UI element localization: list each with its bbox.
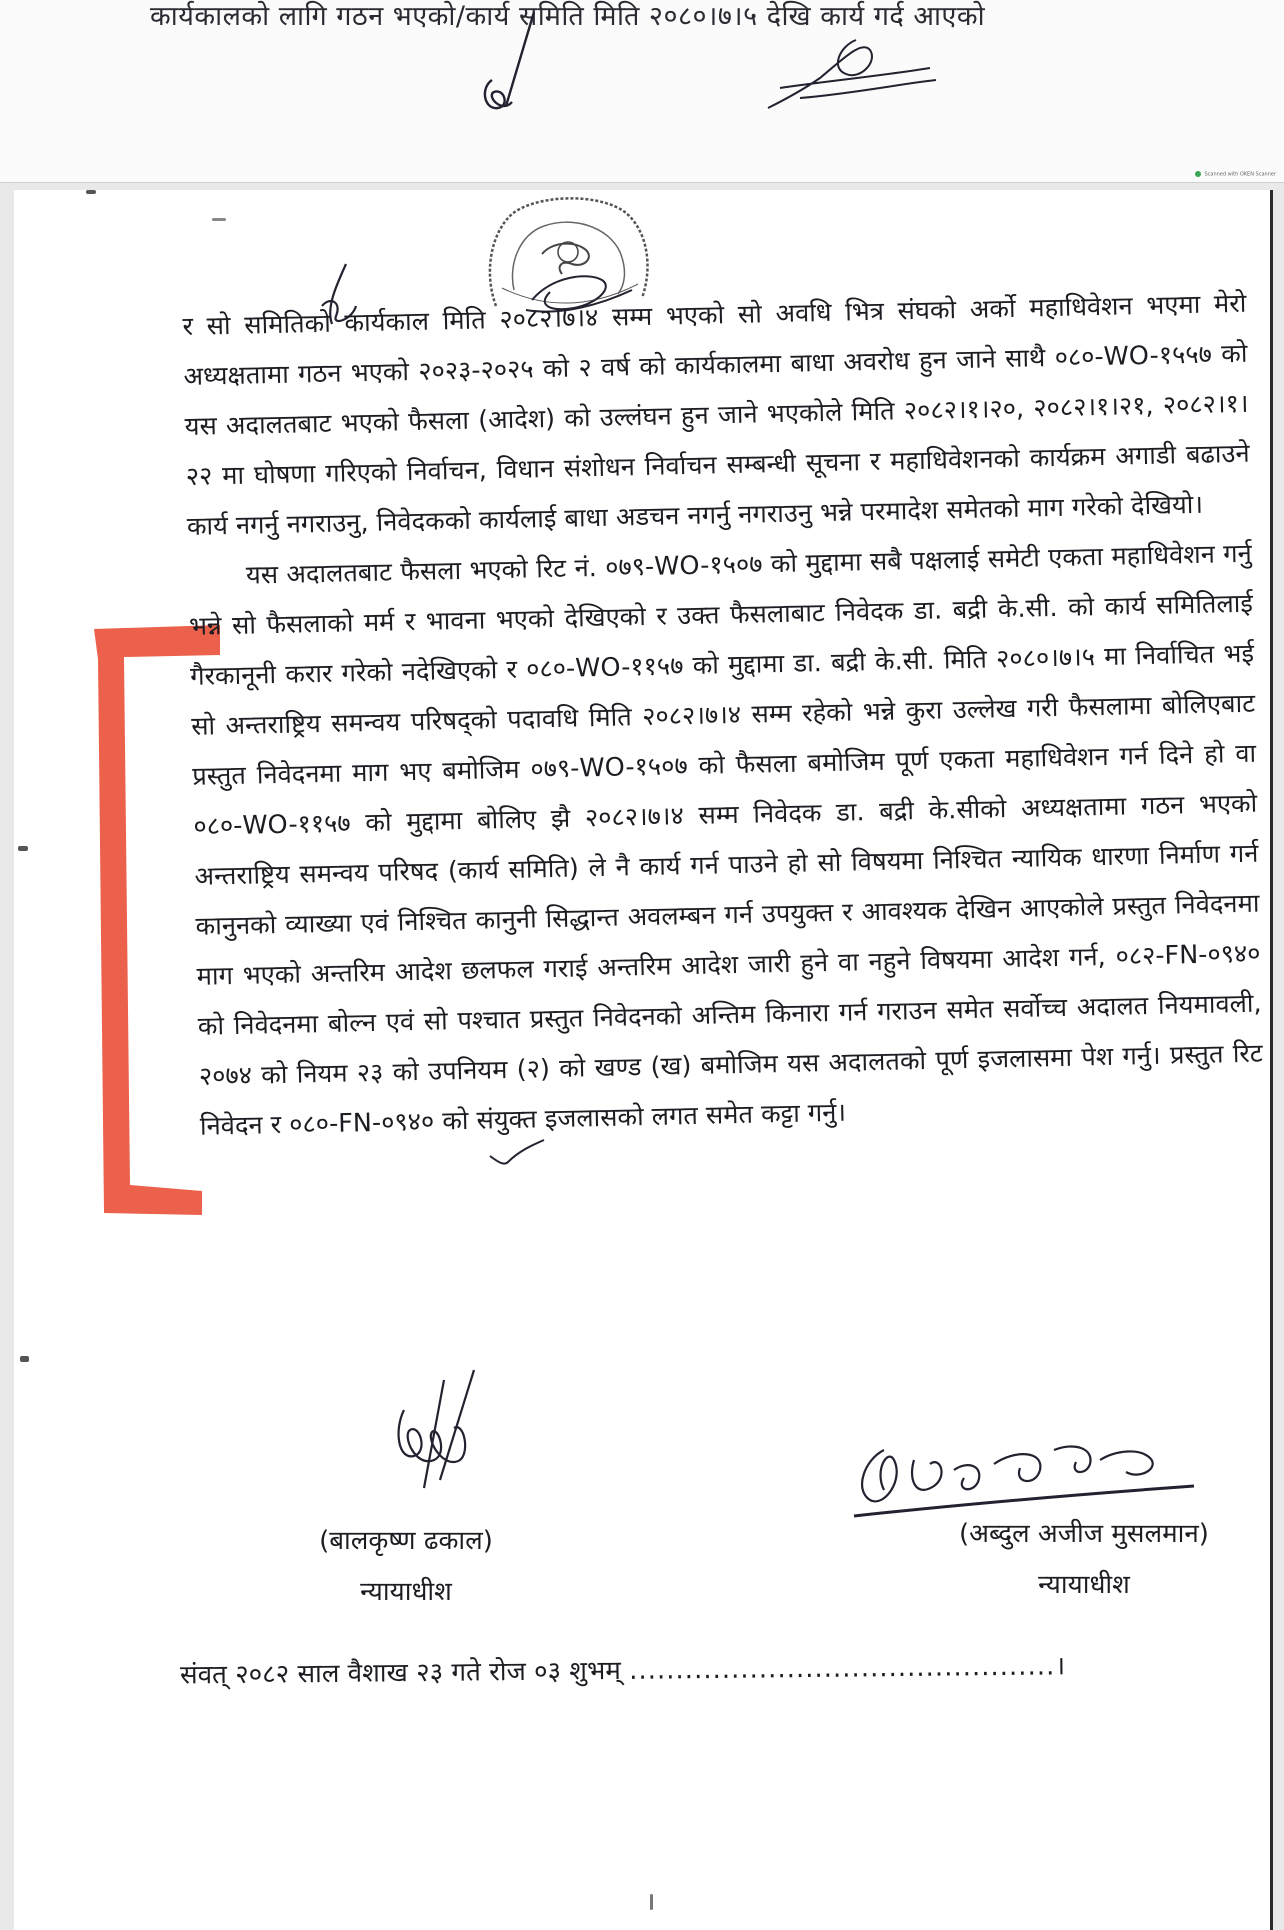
date-text: संवत् २०८२ साल वैशाख २३ गते रोज ०३ शुभम् <box>179 1655 622 1691</box>
order-paragraph-2: यस अदालतबाट फैसला भएको रिट नं. ०७९-WO-१५०७ को मुद्दामा सबै पक्षलाई समेटी एकता महाधिवेशन गर्नु भन्ने सो फैसलाको मर्म र भावना भएको देखिएको र उक्त फैसलाबाट निवेदक डा. बद्री के.सी. को कार्य समितिलाई गैरकानूनी करार गरेको नदेखिएको र ०८०-WO-११५७ को मुद्दामा डा. बद्री के.सी. मिति २०८०।७।५ मा निर्वाचित भई सो अन्तराष्ट्रिय समन्वय परिषद्को पदावधि मिति २०८२।७।४ सम्म रहेको भन्ने कुरा उल्लेख गरी फैसलामा बोलिएबाट प्रस्तुत निवेदनमा माग भए बमोजिम ०७९-WO-१५०७ को फैसला बमोजिम पूर्ण एकता महाधिवेशन गर्न दिने हो वा ०८०-WO-११५७ को मुद्दामा बोलिए झै २०८२।७।४ सम्म निवेदक डा. बद्री के.सीको अध्यक्षतामा गठन भएको अन्तराष्ट्रिय समन्वय परिषद (कार्य समिति) ले नै कार्य गर्न पाउने हो सो विषयमा निश्चित न्यायिक धारणा निर्माण गर्न कानुनको व्याख्या एवं निश्चित कानुनी सिद्धान्त अवलम्बन गर्न उपयुक्त र आवश्यक देखिन आएकोले प्रस्तुत निवेदनमा माग भएको अन्तरिम आदेश छलफल गराई अन्तरिम आदेश जारी हुने वा नहुने विषयमा आदेश गर्न, ०८२-FN-०९४० को निवेदनमा बोल्न एवं सो पश्चात प्रस्तुत निवेदनको अन्तिम किनारा गर्न गराउन समेत सर्वोच्च अदालत नियमावली, २०७४ को नियम २३ को उपनियम (२) को खण्ड (ख) बमोजिम यस अदालतको पूर्ण इजलासमा पेश गर्नु। प्रस्तुत रिट निवेदन र ०८०-FN-०९४० को संयुक्त इजलासको लगत समेत कट्टा गर्नु। <box>188 538 1263 1142</box>
left-signatory <box>276 1515 536 1617</box>
scan-speck <box>212 218 226 221</box>
initial-signature-top-left <box>458 10 568 120</box>
check-tick-mark <box>488 1138 548 1168</box>
left-signatory-name: (बालकृष्ण ढकाल) <box>319 1526 493 1556</box>
date-line <box>180 1644 1240 1691</box>
initial-signature-top-right <box>760 28 940 118</box>
previous-page-fragment <box>0 0 1284 183</box>
left-signatory-title: न्यायाधीश <box>360 1577 452 1607</box>
order-body-text <box>182 279 1264 1152</box>
scan-speck <box>650 1894 653 1910</box>
scan-speck <box>20 1356 29 1362</box>
scan-speck <box>86 190 96 194</box>
previous-page-text: कार्यकालको लागि गठन भएको/कार्य समिति मिति २०८०।७।५ देखि कार्य गर्द आएको <box>150 1 986 32</box>
left-judge-signature <box>384 1360 504 1490</box>
order-paragraph-1: र सो समितिको कार्यकाल मिति २०८२।७।४ सम्म भएको सो अवधि भित्र संघको अर्को महाधिवेशन भएमा मेरो अध्यक्षतामा गठन भएको २०२३-२०२५ को २ वर्ष को कार्यकालमा बाधा अवरोध हुन जाने साथै ०८०-WO-१५५७ को यस अदालतबाट भएको फैसला (आदेश) को उल्लंघन हुन जाने भएकोले मिति २०८२।१।२०, २०८२।१।२१, २०८२।१।२२ मा घोषणा गरिएको निर्वाचन, विधान संशोधन निर्वाचन सम्बन्धी सूचना र महाधिवेशनको कार्यक्रम अगाडी बढाउने कार्य नगर्नु नगराउनु, निवेदकको कार्यलाई बाधा अडचन नगर्नु नगराउनु भन्ने परमादेश समेतको माग गरेको देखियो। <box>182 288 1250 542</box>
right-signatory-title: न्यायाधीश <box>1038 1570 1130 1600</box>
scanner-logo-icon <box>1195 171 1201 177</box>
scanner-watermark <box>1195 171 1276 178</box>
date-dots: ..............................................। <box>628 1651 1067 1686</box>
document-page <box>14 190 1273 1930</box>
right-signatory-name: (अब्दुल अजीज मुसलमान) <box>959 1519 1209 1549</box>
scanner-label: Scanned with OKEN Scanner <box>1204 171 1276 178</box>
right-signatory <box>914 1508 1254 1610</box>
scan-speck <box>18 846 28 851</box>
